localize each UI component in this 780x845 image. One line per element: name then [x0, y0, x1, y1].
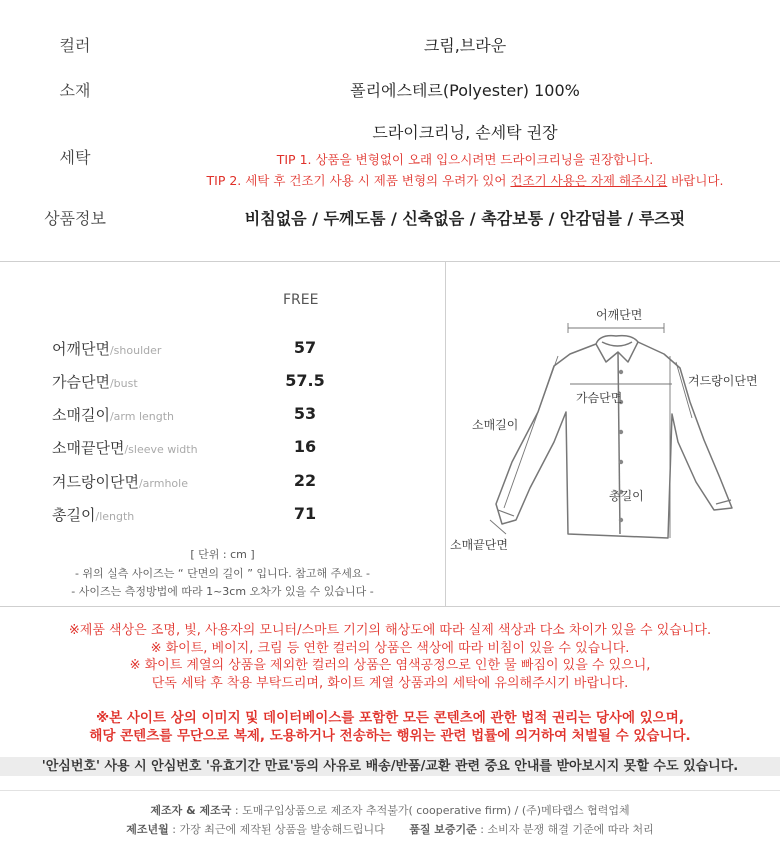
warning-line-3: ※ 화이트 계열의 상품을 제외한 컬러의 상품은 염색공정으로 인한 물 빠짐이 있을 수 있으니,: [129, 658, 651, 673]
section-divider-2: [0, 606, 780, 607]
washing-label: 세탁: [59, 148, 91, 167]
size-row-length: 총길이/length 71: [52, 504, 317, 524]
safe-number-notice: '안심번호' 사용 시 안심번호 '유효기간 만료'등의 사유로 배송/반품/교환 관련 중요 안내를 받아보시지 못할 수도 있습니다.: [0, 757, 780, 776]
size-row-armhole: 겨드랑이단면/armhole 22: [52, 471, 317, 491]
unit-label: [ 단위 : cm ]: [190, 548, 255, 561]
details-value: 비침없음 / 두께도톰 / 신축없음 / 촉감보통 / 안감덤블 / 루즈핏: [244, 209, 686, 228]
color-label: 컬러: [59, 36, 91, 55]
diagram-label-sleeve-length: 소매길이: [472, 418, 519, 432]
legal-line-2: 해당 콘텐츠를 무단으로 복제, 도용하거나 전송하는 행위는 관련 법률에 의거하여 처벌될 수 있습니다.: [89, 728, 691, 744]
size-row-arm-length: 소매길이/arm length 53: [52, 404, 317, 424]
size-row-bust: 가슴단면/bust 57.5: [52, 371, 325, 391]
diagram-label-bust: 가슴단면: [576, 391, 623, 405]
warning-line-1: ※제품 색상은 조명, 빛, 사용자의 모니터/스마트 기기의 해상도에 따라 실제 색상과 다소 차이가 있을 수 있습니다.: [68, 623, 712, 638]
footer-date-warranty: 제조년월 : 가장 최근에 제작된 상품을 발송해드립니다 품질 보증기준 : 소비자 분쟁 해결 기준에 따라 처리: [126, 823, 654, 836]
material-value: 폴리에스테르(Polyester) 100%: [350, 81, 580, 100]
legal-line-1: ※본 사이트 상의 이미지 및 데이터베이스를 포함한 모든 콘텐츠에 관한 법적 권리는 당사에 있으며,: [96, 710, 684, 726]
washing-tip-2: TIP 2. 세탁 후 건조기 사용 시 제품 변형의 우려가 있어 건조기 사용은 자제 해주시길 바랍니다.: [206, 173, 724, 188]
footer-divider: [0, 790, 780, 791]
diagram-label-shoulder: 어깨단면: [596, 308, 643, 322]
size-note-1: - 위의 실측 사이즈는 “ 단면의 길이 ” 입니다. 참고해 주세요 -: [74, 567, 371, 580]
size-row-sleeve-width: 소매끝단면/sleeve width 16: [52, 437, 317, 457]
size-note-2: - 사이즈는 측정방법에 따라 1~3cm 오차가 있을 수 있습니다 -: [71, 585, 374, 598]
warning-line-2: ※ 화이트, 베이지, 크림 등 연한 컬러의 상품은 색상에 따라 비침이 있을 수 있습니다.: [150, 641, 630, 656]
details-label: 상품정보: [44, 209, 106, 228]
size-row-shoulder: 어깨단면/shoulder 57: [52, 338, 317, 358]
diagram-label-armhole: 겨드랑이단면: [688, 374, 758, 388]
color-value: 크림,브라운: [423, 36, 507, 55]
footer-maker: 제조자 & 제조국 : 도매구입상품으로 제조자 추적불가( cooperative firm) / (주)메타랩스 협력업체: [150, 804, 630, 817]
washing-value: 드라이크리닝, 손세탁 권장: [372, 123, 558, 142]
diagram-label-sleeve-width: 소매끝단면: [450, 538, 508, 552]
size-header: FREE: [283, 292, 319, 308]
warning-line-4: 단독 세탁 후 착용 부탁드리며, 화이트 계열 상품과의 세탁에 유의해주시기 바랍니다.: [151, 676, 629, 691]
material-label: 소재: [59, 81, 91, 100]
washing-tip-1: TIP 1. 상품을 변형없이 오래 입으시려면 드라이크리닝을 권장합니다.: [276, 152, 654, 167]
diagram-label-total-length: 총길이: [609, 489, 644, 503]
